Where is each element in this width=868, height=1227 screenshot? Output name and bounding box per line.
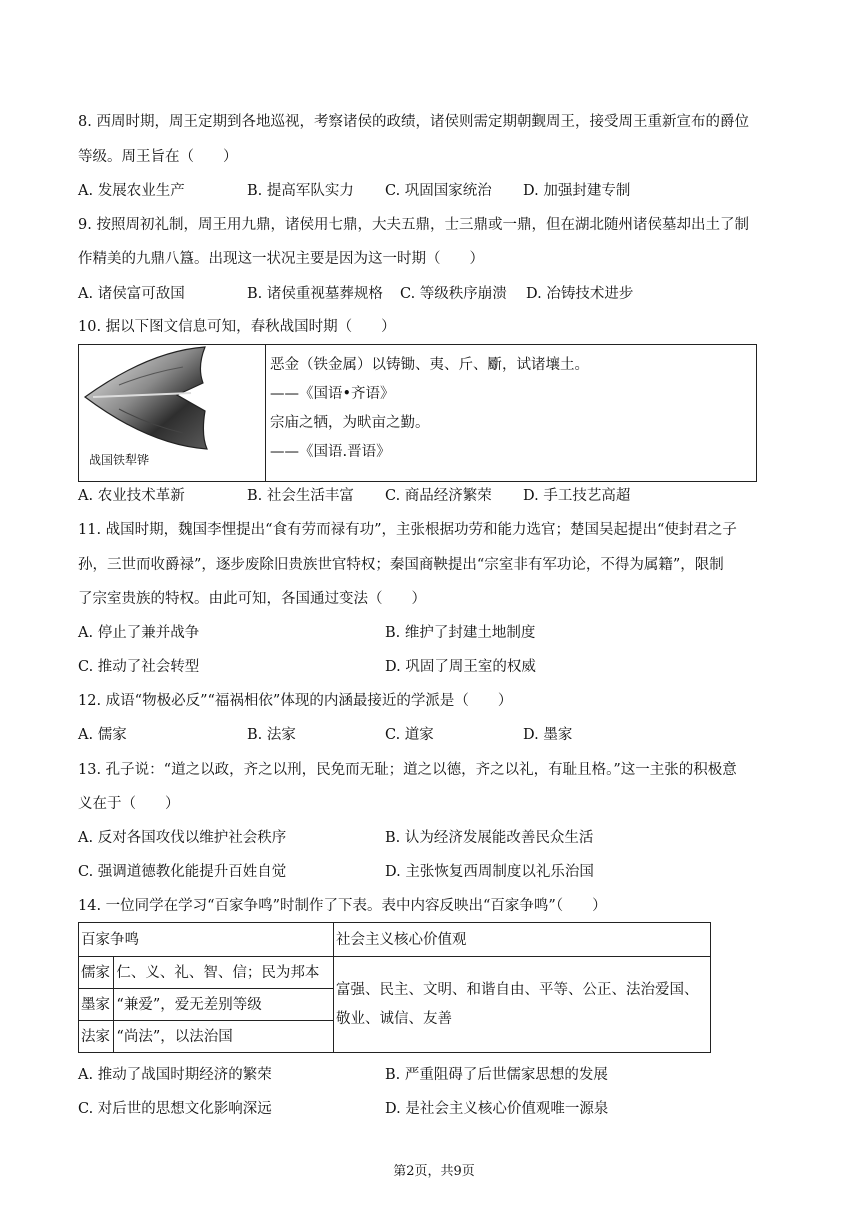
- q8-option-c: C. 巩固国家统治: [385, 183, 492, 199]
- q9-option-c: C. 等级秩序崩溃: [400, 286, 507, 302]
- q13-option-d: D. 主张恢复西周制度以礼乐治国: [385, 864, 594, 880]
- q10-source-table: [78, 344, 757, 482]
- q9-option-b: B. 诸侯重视墓葬规格: [247, 286, 383, 302]
- q11-option-b: B. 维护了封建土地制度: [385, 625, 536, 641]
- q14-values-line1: 富强、民主、文明、和谐自由、平等、公正、法治爱国、: [336, 981, 699, 998]
- q13-option-a: A. 反对各国攻伐以维护社会秩序: [78, 830, 287, 846]
- q11-stem-line1: 11. 战国时期，魏国李悝提出“食有劳而禄有功”，主张根据功劳和能力选官；楚国吴起提出“使封君之子: [78, 522, 737, 538]
- q14-comparison-table: [78, 922, 711, 1053]
- q13-option-c: C. 强调道德教化能提升百姓自觉: [78, 864, 287, 880]
- q13-stem-line1: 13. 孔子说：“道之以政，齐之以刑，民免而无耻；道之以德，齐之以礼，有耻且格。”这一主张的积极意: [78, 762, 737, 778]
- q9-option-d: D. 冶铸技术进步: [526, 286, 634, 302]
- q13-stem-line2: 义在于（ ）: [78, 796, 180, 812]
- q12-stem: 12. 成语“物极必反”“福祸相依”体现的内涵最接近的学派是（ ）: [78, 693, 513, 709]
- q14-idea-1: 仁、义、礼、智、信；民为邦本: [114, 957, 334, 989]
- q8-option-d: D. 加强封建专制: [523, 183, 631, 199]
- q13-option-b: B. 认为经济发展能改善民众生活: [385, 830, 594, 846]
- q14-idea-3: “尚法”，以法治国: [114, 1021, 334, 1053]
- q14-option-b: B. 严重阻碍了后世儒家思想的发展: [385, 1067, 608, 1083]
- q10-quote-2: 宗庙之牺，为畎亩之勤。: [270, 415, 430, 431]
- q10-option-c: C. 商品经济繁荣: [385, 488, 492, 504]
- q10-image-cell: [79, 345, 266, 482]
- q10-option-d: D. 手工技艺高超: [523, 488, 631, 504]
- q12-option-a: A. 儒家: [78, 727, 127, 743]
- q14-school-3: 法家: [79, 1021, 114, 1053]
- q14-stem: 14. 一位同学在学习“百家争鸣”时制作了下表。表中内容反映出“百家争鸣”（ ）: [78, 898, 607, 914]
- q14-values-cell: [334, 957, 711, 1053]
- q9-option-a: A. 诸侯富可敌国: [78, 286, 185, 302]
- q10-text-cell: [266, 345, 757, 482]
- q12-option-d: D. 墨家: [523, 727, 573, 743]
- q10-option-b: B. 社会生活丰富: [247, 488, 354, 504]
- q8-stem-line2: 等级。周王旨在（ ）: [78, 149, 238, 165]
- q14-values-line2: 敬业、诚信、友善: [336, 1010, 452, 1027]
- q10-image-caption: 战国铁犁铧: [89, 453, 150, 467]
- q12-option-b: B. 法家: [247, 727, 296, 743]
- q10-option-a: A. 农业技术革新: [78, 488, 185, 504]
- q10-quote-1: 恶金（铁金属）以铸锄、夷、斤、斸，试诸壤土。: [270, 357, 589, 373]
- q10-stem: 10. 据以下图文信息可知，春秋战国时期（ ）: [78, 319, 396, 335]
- q14-header-left: 百家争鸣: [79, 923, 334, 957]
- q14-option-a: A. 推动了战国时期经济的繁荣: [78, 1067, 272, 1083]
- q11-stem-line3: 了宗室贵族的特权。由此可知，各国通过变法（ ）: [78, 591, 426, 607]
- q14-school-1: 儒家: [79, 957, 114, 989]
- q14-header-right: 社会主义核心价值观: [334, 923, 711, 957]
- q9-stem-line1: 9. 按照周初礼制，周王用九鼎，诸侯用七鼎，大夫五鼎，士三鼎或一鼎，但在湖北随州诸侯墓却出土了制: [78, 217, 749, 233]
- q11-stem-line2: 孙，三世而收爵禄”，逐步废除旧贵族世官特权；秦国商鞅提出“宗室非有军功论，不得为属籍”，限制: [78, 557, 724, 573]
- q11-option-d: D. 巩固了周王室的权威: [385, 659, 536, 675]
- page-footer: 第2页，共9页: [393, 1164, 475, 1179]
- q9-stem-line2: 作精美的九鼎八簋。出现这一状况主要是因为这一时期（ ）: [78, 251, 484, 267]
- q11-option-c: C. 推动了社会转型: [78, 659, 200, 675]
- q8-option-a: A. 发展农业生产: [78, 183, 185, 199]
- q14-idea-2: “兼爱”，爱无差别等级: [114, 989, 334, 1021]
- q10-source-2: ——《国语.晋语》: [270, 444, 391, 460]
- q11-option-a: A. 停止了兼并战争: [78, 625, 200, 641]
- q14-school-2: 墨家: [79, 989, 114, 1021]
- q8-stem-line1: 8. 西周时期，周王定期到各地巡视，考察诸侯的政绩，诸侯则需定期朝觐周王，接受周王重新宣布的爵位: [78, 114, 749, 130]
- q14-option-c: C. 对后世的思想文化影响深远: [78, 1101, 272, 1117]
- q8-option-b: B. 提高军队实力: [247, 183, 354, 199]
- q12-option-c: C. 道家: [385, 727, 434, 743]
- q10-source-1: ——《国语•齐语》: [270, 386, 395, 402]
- q14-option-d: D. 是社会主义核心价值观唯一源泉: [385, 1101, 609, 1117]
